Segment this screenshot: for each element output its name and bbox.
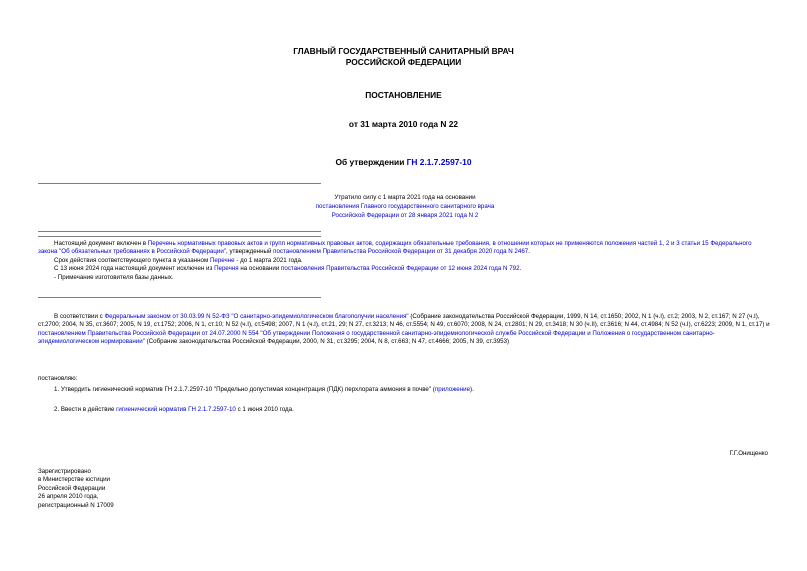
title-prefix: Об утверждении xyxy=(335,157,407,167)
note-paragraph-4: - Примечание изготовителя базы данных. xyxy=(54,273,174,281)
registration-line-2: в Министерстве юстиции xyxy=(38,476,111,484)
registration-block xyxy=(38,468,114,510)
list-link[interactable]: Перечне xyxy=(209,256,235,264)
note-paragraph-1: Настоящий документ включен в Перечень нормативных правовых актов и групп нормативных правовых актов, содержащих обязательные требования, в отношении которых не применяются положения частей 1, 2 и 3 статьи 15 Федерального закона "Об обязательных требованиях в Российской Федерации", утвержденный постановлением Правительства Российской Федерации от 31 декабря 2020 года N 2467. xyxy=(38,240,752,256)
repeal-decree-link-2[interactable]: Российской Федерации от 28 января 2021 года N 2 xyxy=(331,212,479,219)
resolved-word: постановляю: xyxy=(38,375,78,382)
item-1: 1. Утвердить гигиенический норматив ГН 2.1.7.2597-10 "Предельно допустимая концентрация (ПДК) перхлората аммония в почве" (приложение). xyxy=(54,386,474,393)
repeal-notice xyxy=(38,193,772,220)
registration-line-3: Российской Федерации xyxy=(38,484,106,492)
document-type: ПОСТАНОВЛЕНИЕ xyxy=(365,90,442,100)
note-paragraph-3: С 13 июня 2024 года настоящий документ исключен из Перечня на основании постановления Правительства Российской Федерации от 12 июня 2024 года N 792. xyxy=(54,265,522,273)
title-norm-link[interactable]: ГН 2.1.7.2597-10 xyxy=(406,157,472,167)
registration-line-5: регистрационный N 17009 xyxy=(38,501,114,509)
note-paragraph-2: Срок действия соответствующего пункта в указанном Перечне - до 1 марта 2021 года. xyxy=(54,256,303,264)
government-decree-792-link[interactable]: постановления Правительства Российской Федерации от 12 июня 2024 года N 792 xyxy=(281,265,520,273)
registration-line-4: 26 апреля 2010 года, xyxy=(38,493,99,501)
repeal-line-1: Утратило силу с 1 марта 2021 года на основании xyxy=(334,194,476,201)
exclusion-list-link[interactable]: Перечень нормативных правовых актов и групп нормативных правовых актов, содержащих обязательные требования, в отношении которых не применяются положения частей 1, 2 и 3 статьи 15 Федерального закона "Об обязательных требованиях в Российской Федерации" xyxy=(38,240,752,256)
government-decree-2467-link[interactable]: постановлением Правительства Российской Федерации от 31 декабря 2020 года N 2467 xyxy=(273,248,529,256)
database-note xyxy=(38,240,770,282)
divider xyxy=(38,231,321,232)
preamble: В соответствии с Федеральным законом от 30.03.99 N 52-ФЗ "О санитарно-эпидемиологическом благополучии населения" (Собрание законодательства Российской Федерации, 1999, N 14, ст.1650; 2002, N 1 (ч.I), ст.2; 2003, N 2, ст.167; N 27 (ч.I), ст.2700; 2004, N 35, ст.3607; 2005, N 19, ст.1752; 2006, N 1, ст.10; N 52 (ч.I), ст.5498; 2007, N 1 (ч.I), ст.21, 29; N 27, ст.3213; N 46, ст.5554; N 49, ст.6070; 2008, N 24, ст.2801; N 29, ст.3418; N 30 (ч.II), ст.3616; N 44, ст.4984; N 52 (ч.I), ст.6223; 2009, N 1, ст.17) и постановлением Правительства Российской Федерации от 24.07.2000 N 554 "Об утверждении Положения о государственной санитарно-эпидемиологической службе Российской Федерации и Положения о государственном санитарно-эпидемиологическом нормировании" (Собрание законодательства Российской Федерации, 2000, N 31, ст.3295; 2004, N 8, ст.663; N 47, ст.4666; 2005, N 39, ст.3953) xyxy=(38,313,770,346)
divider xyxy=(38,183,321,184)
appendix-link[interactable]: приложение xyxy=(434,386,471,393)
registration-line-1: Зарегистрировано xyxy=(38,468,91,475)
document-title xyxy=(0,157,807,167)
document-date-number: от 31 марта 2010 года N 22 xyxy=(348,119,459,129)
issuer-line-1: ГЛАВНЫЙ ГОСУДАРСТВЕННЫЙ САНИТАРНЫЙ ВРАЧ xyxy=(293,46,514,56)
government-decree-554-link[interactable]: постановлением Правительства Российской Федерации от 24.07.2000 N 554 "Об утверждении Положения о государственной санитарно-эпидемиологической службе Российской Федерации и Положения о государственном санитарно-эпидемиологическом нормировании" xyxy=(38,329,715,346)
signature: Г.Г.Онищенко xyxy=(729,450,768,457)
item-2: 2. Ввести в действие гигиенический норматив ГН 2.1.7.2597-10 с 1 июня 2010 года. xyxy=(54,406,294,413)
issuer-heading xyxy=(0,46,807,67)
issuer-line-2: РОССИЙСКОЙ ФЕДЕРАЦИИ xyxy=(345,56,462,67)
repeal-decree-link-1[interactable]: постановления Главного государственного санитарного врача xyxy=(315,203,495,210)
list-link-2[interactable]: Перечня xyxy=(214,265,239,273)
divider xyxy=(38,297,321,298)
divider xyxy=(38,236,321,237)
federal-law-52fz-link[interactable]: Федеральным законом от 30.03.99 N 52-ФЗ "О санитарно-эпидемиологическом благополучии населения" xyxy=(104,313,409,320)
hygienic-norm-link[interactable]: гигиенический норматив ГН 2.1.7.2597-10 xyxy=(116,406,236,413)
